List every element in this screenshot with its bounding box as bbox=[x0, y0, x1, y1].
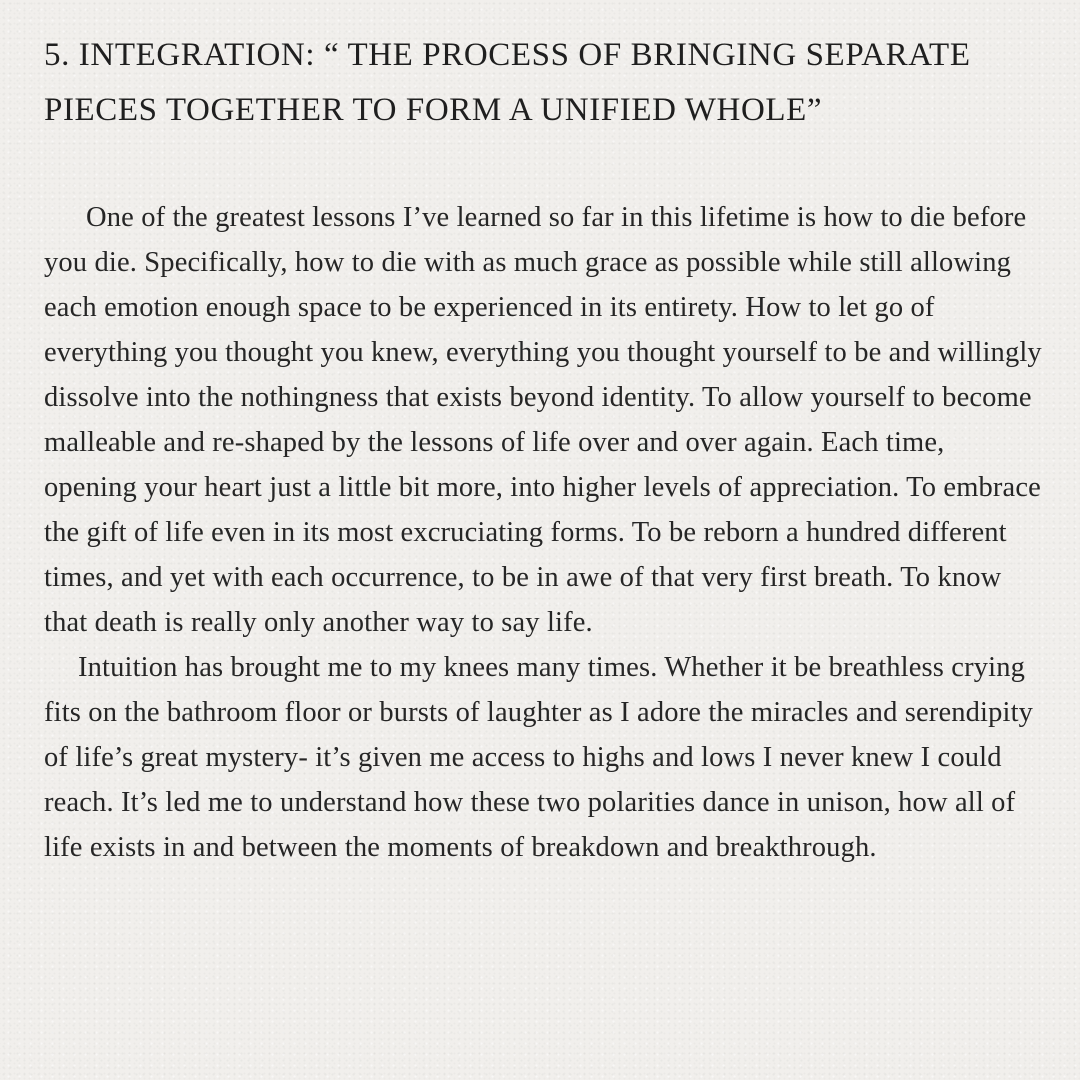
document-page bbox=[44, 28, 1044, 870]
section-heading: 5. INTEGRATION: “ THE PROCESS OF BRINGING SEPARATE PIECES TOGETHER TO FORM A UNIFIED WHOLE” bbox=[44, 37, 971, 128]
paragraph-1: One of the greatest lessons I’ve learned so far in this lifetime is how to die before you die. Specifically, how to die with as much grace as possible while still allowing each emotion enough space to be experienced in its entirety. How to let go of everything you thought you knew, everything you thought yourself to be and willingly dissolve into the nothingness that exists beyond identity. To allow yourself to become malleable and re-shaped by the lessons of life over and over again. Each time, opening your heart just a little bit more, into higher levels of appreciation. To embrace the gift of life even in its most excruciating forms. To be reborn a hundred different times, and yet with each occurrence, to be in awe of that very first breath. To know that death is really only another way to say life. bbox=[44, 202, 1042, 638]
paragraph-2: Intuition has brought me to my knees many times. Whether it be breathless crying fits on the bathroom floor or bursts of laughter as I adore the miracles and serendipity of life’s great mystery- it’s given me access to highs and lows I never knew I could reach. It’s led me to understand how these two polarities dance in unison, how all of life exists in and between the moments of breakdown and breakthrough. bbox=[44, 652, 1034, 863]
body-text bbox=[44, 195, 1044, 870]
